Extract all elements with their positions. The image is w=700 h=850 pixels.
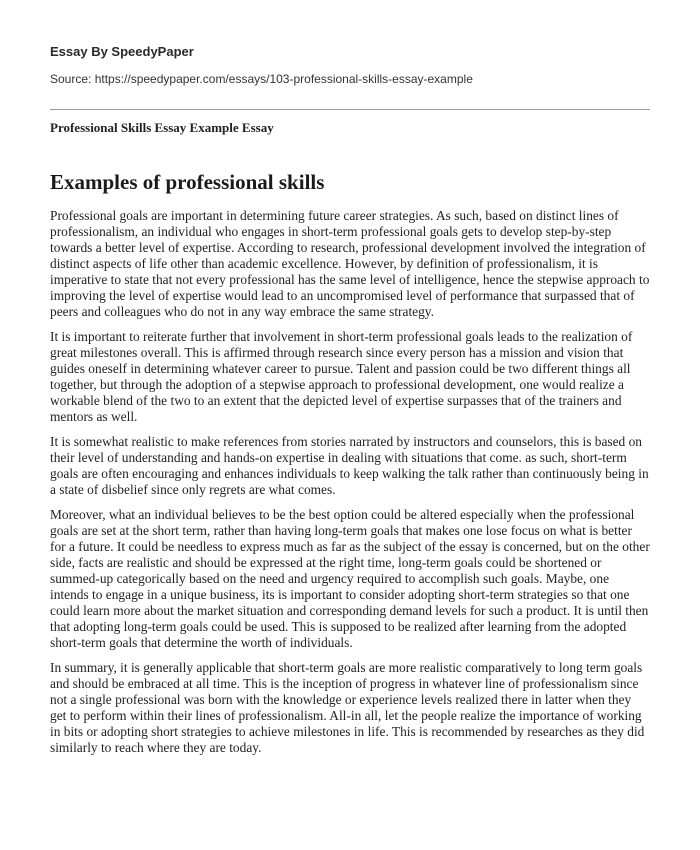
- paragraph-3: It is somewhat realistic to make references from stories narrated by instructors and counselors, this is based on their level of understanding and hands-on expertise in dealing with situations that come. as such, short-term goals are often encouraging and enhances individuals to keep walking the talk rather than continuously being in a state of disbelief since only regrets are what comes.: [50, 434, 649, 497]
- header-divider: [50, 109, 650, 110]
- essay-body: [50, 208, 650, 765]
- source-line: Source: https://speedypaper.com/essays/103-professional-skills-essay-example: [50, 72, 473, 86]
- paragraph-1: Professional goals are important in determining future career strategies. As such, based on distinct lines of professionalism, an individual who engages in short-term professional goals gets to develop step-by-step towards a better level of expertise. According to research, professional development involved the integration of distinct aspects of life other than academic excellence. However, by definition of professionalism, it is imperative to state that not every professional has the same level of intelligence, hence the stepwise approach to improving the level of expertise would lead to an uncompromised level of performance that surpassed that of peers and colleagues who do not in any way embrace the same strategy.: [50, 208, 650, 319]
- brand-label: Essay By SpeedyPaper: [50, 44, 194, 59]
- paragraph-4: Moreover, what an individual believes to be the best option could be altered especially when the professional goals are set at the short term, rather than having long-term goals that makes one lose focus on what is better for a future. It could be needless to express much as far as the subject of the essay is concerned, but on the other side, facts are realistic and should be expressed at the right time, long-term goals could be shortened or summed-up categorically based on the need and urgency required to accomplish such goals. Maybe, one intends to engage in a unique business, its is important to consider adopting short-term strategies so that one could learn more about the market situation and corresponding demand levels for such a product. It is until then that adopting long-term goals could be used. This is supposed to be realized after learning from the adopted short-term goals that determine the worth of individuals.: [50, 507, 650, 650]
- paragraph-2: It is important to reiterate further that involvement in short-term professional goals leads to the realization of great milestones overall. This is affirmed through research since every person has a mission and vision that guides oneself in determining whatever career to pursue. Talent and passion could be two different things all together, but through the adoption of a stepwise approach to professional development, one would realize a workable blend of the two to an extent that the depicted level of expertise surpasses that of the trainers and mentors as well.: [50, 329, 633, 424]
- paragraph-5: In summary, it is generally applicable that short-term goals are more realistic comparatively to long term goals and should be embraced at all time. This is the inception of progress in whatever line of professionalism since not a single professional was born with the knowledge or experience levels realized there in latter when they get to perform within their lines of professionalism. All-in all, let the people realize the importance of working in bits or adopting short strategies to achieve milestones in life. This is recommended by researches as they did similarly to reach where they are today.: [50, 660, 645, 755]
- document-title: Professional Skills Essay Example Essay: [50, 120, 274, 135]
- essay-heading: Examples of professional skills: [50, 170, 325, 194]
